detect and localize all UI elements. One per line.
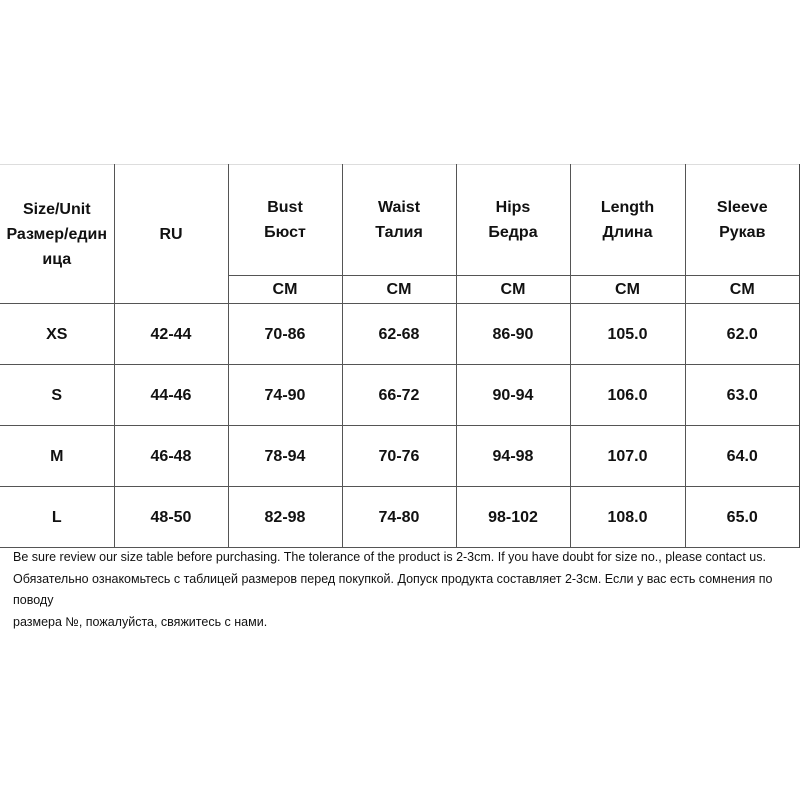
header-ru bbox=[114, 165, 228, 304]
cell-hips: 94-98 bbox=[456, 426, 570, 487]
cell-ru: 48-50 bbox=[114, 487, 228, 548]
unit-sleeve: CM bbox=[685, 276, 800, 304]
cell-sleeve: 65.0 bbox=[685, 487, 800, 548]
unit-hips: CM bbox=[456, 276, 570, 304]
cell-size: S bbox=[0, 365, 114, 426]
cell-length: 106.0 bbox=[570, 365, 685, 426]
cell-waist: 70-76 bbox=[342, 426, 456, 487]
header-hips bbox=[456, 165, 570, 276]
header-length-en: Length bbox=[600, 199, 655, 216]
header-size-unit-ru-2: ица bbox=[42, 250, 72, 268]
cell-bust: 78-94 bbox=[228, 426, 342, 487]
size-notes bbox=[13, 547, 798, 633]
cell-ru: 42-44 bbox=[114, 304, 228, 365]
note-russian-line-2: размера №, пожалуйста, свяжитесь с нами. bbox=[13, 614, 268, 629]
header-waist-en: Waist bbox=[377, 199, 421, 216]
cell-waist: 74-80 bbox=[342, 487, 456, 548]
unit-waist: CM bbox=[342, 276, 456, 304]
header-hips-en: Hips bbox=[495, 199, 531, 216]
table-row bbox=[0, 426, 800, 487]
note-russian-line-1: Обязательно ознакомьтесь с таблицей размеров перед покупкой. Допуск продукта составляет 2-3см. Если у вас есть сомнения по поводу bbox=[13, 571, 773, 607]
header-size-unit bbox=[0, 165, 114, 304]
size-chart bbox=[0, 164, 800, 548]
header-hips-ru: Бедра bbox=[488, 224, 538, 241]
note-english: Be sure review our size table before purchasing. The tolerance of the product is 2-3cm. If you have doubt for size no., please contact us. bbox=[13, 550, 766, 564]
header-length-ru: Длина bbox=[602, 224, 653, 241]
cell-bust: 82-98 bbox=[228, 487, 342, 548]
cell-waist: 66-72 bbox=[342, 365, 456, 426]
cell-waist: 62-68 bbox=[342, 304, 456, 365]
cell-length: 108.0 bbox=[570, 487, 685, 548]
header-waist bbox=[342, 165, 456, 276]
header-sleeve bbox=[685, 165, 800, 276]
cell-length: 107.0 bbox=[570, 426, 685, 487]
header-row bbox=[0, 165, 800, 276]
header-sleeve-en: Sleeve bbox=[716, 199, 768, 216]
header-size-unit-ru-1: Размер/един bbox=[6, 225, 108, 243]
unit-bust: CM bbox=[228, 276, 342, 304]
cell-hips: 86-90 bbox=[456, 304, 570, 365]
header-sleeve-ru: Рукав bbox=[719, 224, 766, 241]
cell-hips: 98-102 bbox=[456, 487, 570, 548]
cell-bust: 74-90 bbox=[228, 365, 342, 426]
header-ru-label: RU bbox=[159, 225, 183, 243]
cell-length: 105.0 bbox=[570, 304, 685, 365]
header-bust-en: Bust bbox=[267, 199, 303, 216]
table-row bbox=[0, 487, 800, 548]
cell-size: L bbox=[0, 487, 114, 548]
cell-size: XS bbox=[0, 304, 114, 365]
header-bust bbox=[228, 165, 342, 276]
table-row bbox=[0, 304, 800, 365]
unit-length: CM bbox=[570, 276, 685, 304]
header-size-unit-en: Size/Unit bbox=[22, 200, 91, 218]
cell-size: M bbox=[0, 426, 114, 487]
header-length bbox=[570, 165, 685, 276]
cell-hips: 90-94 bbox=[456, 365, 570, 426]
cell-sleeve: 63.0 bbox=[685, 365, 800, 426]
cell-ru: 46-48 bbox=[114, 426, 228, 487]
size-table bbox=[0, 164, 800, 548]
cell-bust: 70-86 bbox=[228, 304, 342, 365]
table-row bbox=[0, 365, 800, 426]
header-waist-ru: Талия bbox=[375, 224, 423, 241]
header-bust-ru: Бюст bbox=[264, 224, 306, 241]
cell-ru: 44-46 bbox=[114, 365, 228, 426]
cell-sleeve: 64.0 bbox=[685, 426, 800, 487]
cell-sleeve: 62.0 bbox=[685, 304, 800, 365]
